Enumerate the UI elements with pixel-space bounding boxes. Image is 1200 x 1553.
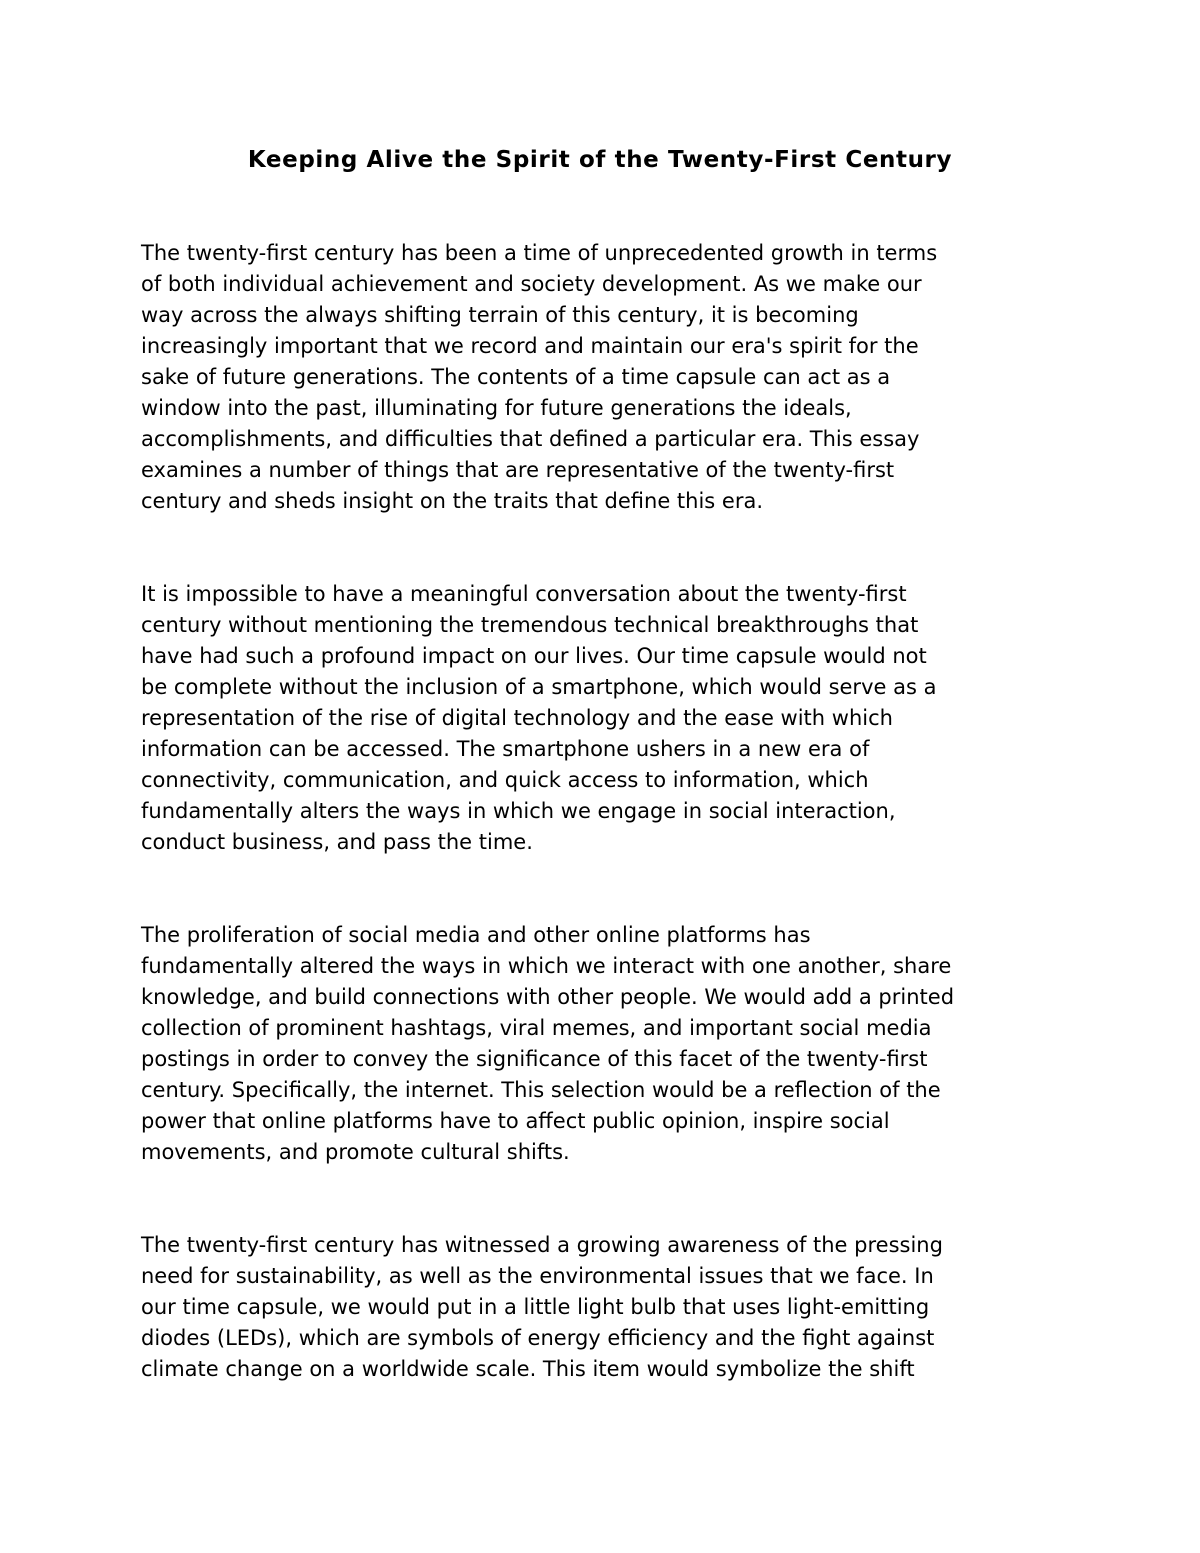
text-line: century and sheds insight on the traits that define this era. [141,489,764,513]
text-line: of both individual achievement and society development. As we make our [141,272,922,296]
document-title: Keeping Alive the Spirit of the Twenty-First Century [247,147,953,173]
text-line: century. Specifically, the internet. This selection would be a reflection of the [141,1078,941,1102]
paragraph-intro [141,238,1071,517]
text-line: representation of the rise of digital technology and the ease with which [141,706,893,730]
text-line: information can be accessed. The smartphone ushers in a new era of [141,737,870,761]
text-line: fundamentally alters the ways in which we engage in social interaction, [141,799,896,823]
paragraph-spacer [141,1168,1071,1230]
paragraph-sustainability [141,1230,1071,1385]
document-body [141,238,1071,1385]
text-line: century without mentioning the tremendous technical breakthroughs that [141,613,919,637]
paragraph-spacer [141,517,1071,579]
paragraph-spacer [141,858,1071,920]
text-line: It is impossible to have a meaningful conversation about the twenty-first [141,582,907,606]
text-line: accomplishments, and difficulties that defined a particular era. This essay [141,427,920,451]
paragraph-technology [141,579,1071,858]
text-line: The twenty-first century has been a time of unprecedented growth in terms [141,241,938,265]
text-line: diodes (LEDs), which are symbols of energy efficiency and the fight against [141,1326,935,1350]
paragraph-social-media [141,920,1071,1168]
text-line: The twenty-first century has witnessed a growing awareness of the pressing [141,1233,943,1257]
text-line: conduct business, and pass the time. [141,830,533,854]
text-line: need for sustainability, as well as the environmental issues that we face. In [141,1264,934,1288]
text-line: movements, and promote cultural shifts. [141,1140,570,1164]
text-line: be complete without the inclusion of a smartphone, which would serve as a [141,675,937,699]
text-line: sake of future generations. The contents of a time capsule can act as a [141,365,891,389]
text-line: knowledge, and build connections with other people. We would add a printed [141,985,955,1009]
text-line: examines a number of things that are representative of the twenty-first [141,458,895,482]
text-line: window into the past, illuminating for future generations the ideals, [141,396,852,420]
text-line: way across the always shifting terrain of this century, it is becoming [141,303,859,327]
text-line: have had such a profound impact on our lives. Our time capsule would not [141,644,927,668]
text-line: postings in order to convey the significance of this facet of the twenty-first [141,1047,928,1071]
text-line: The proliferation of social media and other online platforms has [141,923,811,947]
text-line: climate change on a worldwide scale. This item would symbolize the shift [141,1357,915,1381]
text-line: our time capsule, we would put in a little light bulb that uses light-emitting [141,1295,930,1319]
text-line: collection of prominent hashtags, viral memes, and important social media [141,1016,932,1040]
text-line: power that online platforms have to affect public opinion, inspire social [141,1109,890,1133]
text-line: increasingly important that we record and maintain our era's spirit for the [141,334,919,358]
text-line: fundamentally altered the ways in which we interact with one another, share [141,954,952,978]
text-line: connectivity, communication, and quick access to information, which [141,768,869,792]
